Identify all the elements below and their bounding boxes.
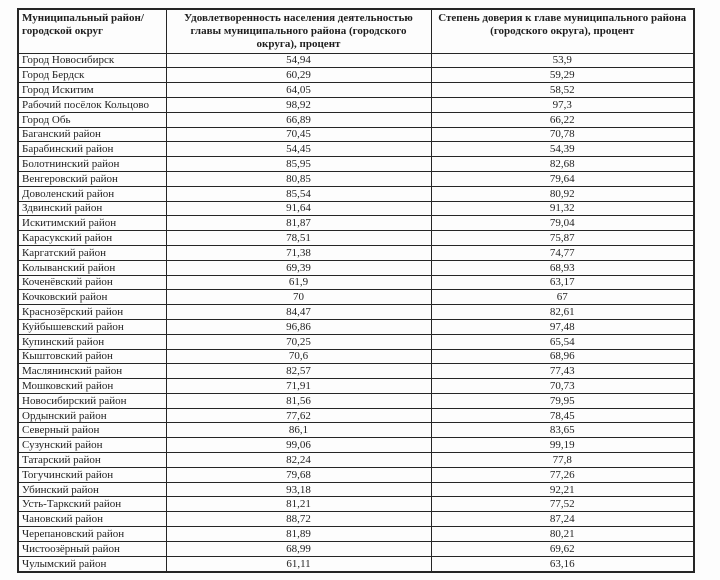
district-cell: Карасукский район bbox=[18, 231, 166, 246]
table-row bbox=[18, 260, 694, 275]
satisfaction-cell: 99,06 bbox=[166, 438, 431, 453]
district-cell: Коченёвский район bbox=[18, 275, 166, 290]
trust-cell: 67 bbox=[431, 290, 694, 305]
district-cell: Город Обь bbox=[18, 112, 166, 127]
district-cell: Ордынский район bbox=[18, 408, 166, 423]
table-row bbox=[18, 379, 694, 394]
district-cell: Барабинский район bbox=[18, 142, 166, 157]
district-cell: Колыванский район bbox=[18, 260, 166, 275]
table-row bbox=[18, 68, 694, 83]
trust-cell: 65,54 bbox=[431, 334, 694, 349]
trust-cell: 54,39 bbox=[431, 142, 694, 157]
table-row bbox=[18, 112, 694, 127]
table-row bbox=[18, 393, 694, 408]
satisfaction-cell: 86,1 bbox=[166, 423, 431, 438]
district-cell: Чановский район bbox=[18, 512, 166, 527]
satisfaction-cell: 93,18 bbox=[166, 482, 431, 497]
satisfaction-cell: 70,25 bbox=[166, 334, 431, 349]
trust-cell: 97,3 bbox=[431, 97, 694, 112]
table-row bbox=[18, 201, 694, 216]
table-row bbox=[18, 497, 694, 512]
column-header-trust: Степень доверия к главе муниципального района (городского округа), процент bbox=[431, 9, 694, 53]
satisfaction-cell: 69,39 bbox=[166, 260, 431, 275]
table-row bbox=[18, 438, 694, 453]
table-row bbox=[18, 334, 694, 349]
satisfaction-cell: 60,29 bbox=[166, 68, 431, 83]
district-cell: Рабочий посёлок Кольцово bbox=[18, 97, 166, 112]
district-cell: Новосибирский район bbox=[18, 393, 166, 408]
district-cell: Венгеровский район bbox=[18, 171, 166, 186]
satisfaction-cell: 81,56 bbox=[166, 393, 431, 408]
trust-cell: 70,78 bbox=[431, 127, 694, 142]
column-header-satisfaction: Удовлетворенность населения деятельностью главы муниципального района (городского округа), процент bbox=[166, 9, 431, 53]
table-row bbox=[18, 453, 694, 468]
satisfaction-cell: 61,11 bbox=[166, 556, 431, 572]
trust-cell: 79,95 bbox=[431, 393, 694, 408]
satisfaction-cell: 66,89 bbox=[166, 112, 431, 127]
district-cell: Чистоозёрный район bbox=[18, 541, 166, 556]
table-row bbox=[18, 349, 694, 364]
district-cell: Усть-Таркский район bbox=[18, 497, 166, 512]
table-header-row bbox=[18, 9, 694, 53]
table-row bbox=[18, 127, 694, 142]
trust-cell: 79,04 bbox=[431, 216, 694, 231]
district-cell: Татарский район bbox=[18, 453, 166, 468]
table-row bbox=[18, 482, 694, 497]
trust-cell: 82,68 bbox=[431, 157, 694, 172]
trust-cell: 82,61 bbox=[431, 305, 694, 320]
table-row bbox=[18, 53, 694, 68]
municipal-stats-table bbox=[17, 8, 695, 573]
table-row bbox=[18, 142, 694, 157]
satisfaction-cell: 91,64 bbox=[166, 201, 431, 216]
district-cell: Здвинский район bbox=[18, 201, 166, 216]
satisfaction-cell: 96,86 bbox=[166, 319, 431, 334]
trust-cell: 69,62 bbox=[431, 541, 694, 556]
trust-cell: 68,93 bbox=[431, 260, 694, 275]
trust-cell: 58,52 bbox=[431, 83, 694, 98]
satisfaction-cell: 82,57 bbox=[166, 364, 431, 379]
trust-cell: 87,24 bbox=[431, 512, 694, 527]
table-row bbox=[18, 245, 694, 260]
table-row bbox=[18, 171, 694, 186]
trust-cell: 92,21 bbox=[431, 482, 694, 497]
trust-cell: 79,64 bbox=[431, 171, 694, 186]
district-cell: Краснозёрский район bbox=[18, 305, 166, 320]
table-row bbox=[18, 423, 694, 438]
trust-cell: 70,73 bbox=[431, 379, 694, 394]
satisfaction-cell: 98,92 bbox=[166, 97, 431, 112]
table-row bbox=[18, 319, 694, 334]
satisfaction-cell: 78,51 bbox=[166, 231, 431, 246]
table-row bbox=[18, 364, 694, 379]
satisfaction-cell: 70,6 bbox=[166, 349, 431, 364]
trust-cell: 83,65 bbox=[431, 423, 694, 438]
district-cell: Кочковский район bbox=[18, 290, 166, 305]
district-cell: Доволенский район bbox=[18, 186, 166, 201]
district-cell: Мошковский район bbox=[18, 379, 166, 394]
district-cell: Черепановский район bbox=[18, 527, 166, 542]
trust-cell: 59,29 bbox=[431, 68, 694, 83]
satisfaction-cell: 71,91 bbox=[166, 379, 431, 394]
satisfaction-cell: 64,05 bbox=[166, 83, 431, 98]
table-row bbox=[18, 512, 694, 527]
trust-cell: 77,26 bbox=[431, 467, 694, 482]
satisfaction-cell: 54,45 bbox=[166, 142, 431, 157]
trust-cell: 75,87 bbox=[431, 231, 694, 246]
satisfaction-cell: 84,47 bbox=[166, 305, 431, 320]
satisfaction-cell: 61,9 bbox=[166, 275, 431, 290]
column-header-district: Муниципальный район/городской округ bbox=[18, 9, 166, 53]
trust-cell: 74,77 bbox=[431, 245, 694, 260]
satisfaction-cell: 54,94 bbox=[166, 53, 431, 68]
trust-cell: 78,45 bbox=[431, 408, 694, 423]
trust-cell: 53,9 bbox=[431, 53, 694, 68]
satisfaction-cell: 85,95 bbox=[166, 157, 431, 172]
satisfaction-cell: 81,87 bbox=[166, 216, 431, 231]
satisfaction-cell: 68,99 bbox=[166, 541, 431, 556]
satisfaction-cell: 79,68 bbox=[166, 467, 431, 482]
satisfaction-cell: 70,45 bbox=[166, 127, 431, 142]
trust-cell: 99,19 bbox=[431, 438, 694, 453]
table-row bbox=[18, 290, 694, 305]
district-cell: Каргатский район bbox=[18, 245, 166, 260]
table-row bbox=[18, 305, 694, 320]
trust-cell: 77,8 bbox=[431, 453, 694, 468]
district-cell: Маслянинский район bbox=[18, 364, 166, 379]
district-cell: Тогучинский район bbox=[18, 467, 166, 482]
satisfaction-cell: 77,62 bbox=[166, 408, 431, 423]
district-cell: Кыштовский район bbox=[18, 349, 166, 364]
table-row bbox=[18, 216, 694, 231]
trust-cell: 68,96 bbox=[431, 349, 694, 364]
satisfaction-cell: 88,72 bbox=[166, 512, 431, 527]
district-cell: Болотнинский район bbox=[18, 157, 166, 172]
trust-cell: 97,48 bbox=[431, 319, 694, 334]
district-cell: Чулымский район bbox=[18, 556, 166, 572]
table-row bbox=[18, 467, 694, 482]
satisfaction-cell: 70 bbox=[166, 290, 431, 305]
table-body bbox=[18, 53, 694, 572]
satisfaction-cell: 71,38 bbox=[166, 245, 431, 260]
table-row bbox=[18, 408, 694, 423]
district-cell: Искитимский район bbox=[18, 216, 166, 231]
district-cell: Город Новосибирск bbox=[18, 53, 166, 68]
table-row bbox=[18, 527, 694, 542]
trust-cell: 63,17 bbox=[431, 275, 694, 290]
satisfaction-cell: 85,54 bbox=[166, 186, 431, 201]
trust-cell: 66,22 bbox=[431, 112, 694, 127]
district-cell: Куйбышевский район bbox=[18, 319, 166, 334]
district-cell: Баганский район bbox=[18, 127, 166, 142]
table-row bbox=[18, 97, 694, 112]
trust-cell: 77,43 bbox=[431, 364, 694, 379]
trust-cell: 77,52 bbox=[431, 497, 694, 512]
satisfaction-cell: 81,21 bbox=[166, 497, 431, 512]
satisfaction-cell: 82,24 bbox=[166, 453, 431, 468]
trust-cell: 91,32 bbox=[431, 201, 694, 216]
table-row bbox=[18, 541, 694, 556]
trust-cell: 63,16 bbox=[431, 556, 694, 572]
table-row bbox=[18, 231, 694, 246]
district-cell: Убинский район bbox=[18, 482, 166, 497]
district-cell: Северный район bbox=[18, 423, 166, 438]
table-row bbox=[18, 83, 694, 98]
district-cell: Купинский район bbox=[18, 334, 166, 349]
district-cell: Город Бердск bbox=[18, 68, 166, 83]
table-row bbox=[18, 157, 694, 172]
table-row bbox=[18, 186, 694, 201]
trust-cell: 80,21 bbox=[431, 527, 694, 542]
trust-cell: 80,92 bbox=[431, 186, 694, 201]
table-row bbox=[18, 556, 694, 572]
district-cell: Город Искитим bbox=[18, 83, 166, 98]
satisfaction-cell: 81,89 bbox=[166, 527, 431, 542]
satisfaction-cell: 80,85 bbox=[166, 171, 431, 186]
table-row bbox=[18, 275, 694, 290]
district-cell: Сузунский район bbox=[18, 438, 166, 453]
